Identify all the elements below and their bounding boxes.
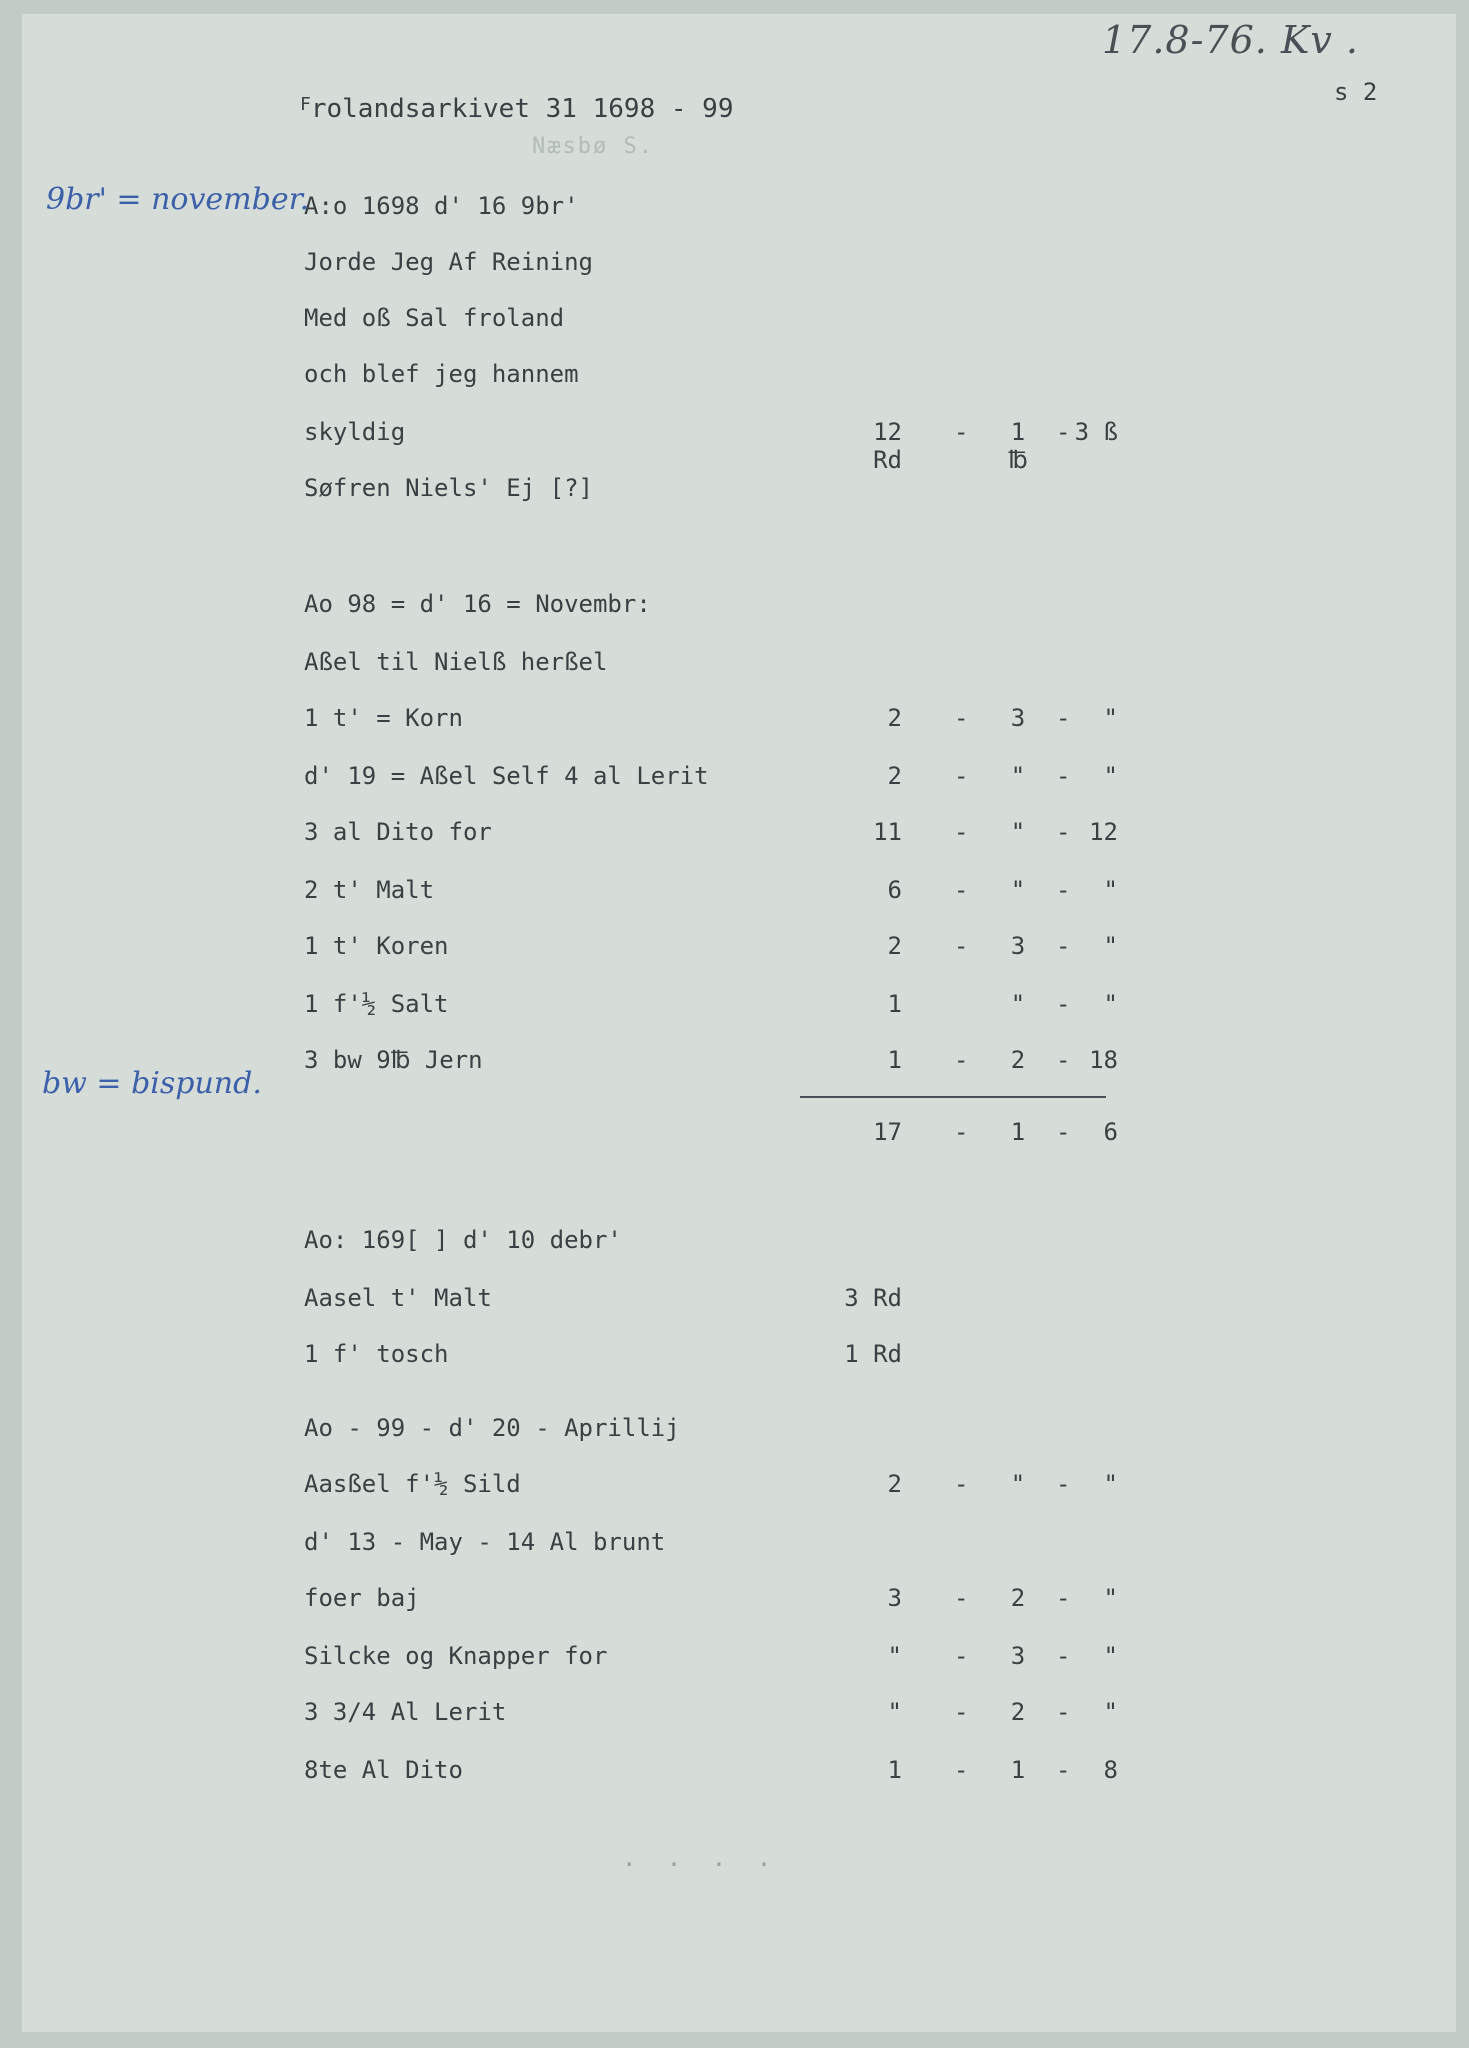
amount-dash: - bbox=[954, 1118, 969, 1146]
amount-dash: - bbox=[1056, 1642, 1071, 1670]
ledger-entry-text: Silcke og Knapper for bbox=[304, 1642, 608, 1670]
amount-rigsdaler: 3 bbox=[887, 1584, 902, 1612]
ledger-entry-text: 1 f'½ Salt bbox=[304, 990, 449, 1018]
amount-rigsdaler: 1 Rd bbox=[844, 1340, 902, 1368]
ledger-row bbox=[22, 704, 1456, 738]
ledger-row bbox=[22, 1698, 1456, 1732]
amount-dash: - bbox=[954, 1698, 969, 1726]
ledger-entry-text: foer baj bbox=[304, 1584, 420, 1612]
sum-line bbox=[800, 1096, 1106, 1098]
margin-note-november: 9br' = november. bbox=[46, 182, 310, 217]
ledger-row bbox=[22, 192, 1456, 226]
ledger-row bbox=[22, 932, 1456, 966]
ledger-row bbox=[22, 990, 1456, 1024]
ledger-row bbox=[22, 590, 1456, 624]
ledger-row bbox=[22, 248, 1456, 282]
amount-mark: " bbox=[1010, 1470, 1026, 1498]
amount-rigsdaler: 11 bbox=[873, 818, 902, 846]
amount-rigsdaler: 17 bbox=[873, 1118, 902, 1146]
amount-skilling: " bbox=[1103, 1584, 1118, 1612]
amount-dash: - bbox=[1056, 1756, 1071, 1784]
ledger-entry-text: 2 t' Malt bbox=[304, 876, 435, 904]
ledger-row bbox=[22, 1528, 1456, 1562]
ledger-entry-text: 8te Al Dito bbox=[304, 1756, 463, 1784]
amount-skilling: 18 bbox=[1089, 1046, 1118, 1074]
ledger-row bbox=[22, 762, 1456, 796]
amount-rigsdaler: " bbox=[887, 1698, 902, 1726]
amount-mark: 1 bbox=[1010, 1756, 1026, 1784]
faint-stamp-text: Næsbø S. bbox=[532, 134, 654, 159]
amount-rigsdaler: 1 bbox=[887, 990, 902, 1018]
amount-dash: - bbox=[1056, 1698, 1071, 1726]
ledger-entry-text: Jorde Jeg Af Reining bbox=[304, 248, 593, 276]
amount-dash: - bbox=[954, 1756, 969, 1784]
amount-mark: 3 bbox=[1010, 1642, 1026, 1670]
amount-skilling: " bbox=[1103, 704, 1118, 732]
amount-rigsdaler: 12 Rd bbox=[873, 418, 902, 474]
ledger-entry-text: Aßel til Nielß herßel bbox=[304, 648, 608, 676]
ledger-entry-text: d' 13 - May - 14 Al brunt bbox=[304, 1528, 666, 1556]
ledger-row bbox=[22, 1642, 1456, 1676]
amount-dash: - bbox=[954, 1642, 969, 1670]
ledger-entry-text: Søfren Niels' Ej [?] bbox=[304, 474, 593, 502]
amount-skilling: " bbox=[1103, 932, 1118, 960]
amount-rigsdaler: 2 bbox=[887, 932, 902, 960]
amount-skilling: " bbox=[1103, 1698, 1118, 1726]
amount-dash: - bbox=[954, 1046, 969, 1074]
amount-mark: 3 bbox=[1010, 932, 1026, 960]
ledger-row bbox=[22, 1584, 1456, 1618]
amount-mark: 1 ℔ bbox=[1008, 418, 1028, 474]
ledger-entry-text: 1 f' tosch bbox=[304, 1340, 449, 1368]
ledger-row bbox=[22, 876, 1456, 910]
ledger-row bbox=[22, 1118, 1456, 1152]
ledger-entry-text: d' 19 = Aßel Self 4 al Lerit bbox=[304, 762, 709, 790]
title-text: rolandsarkivet 31 1698 - 99 bbox=[310, 94, 734, 124]
ledger-entry-text: Aasel t' Malt bbox=[304, 1284, 492, 1312]
margin-note-bispund: bw = bispund. bbox=[42, 1066, 262, 1101]
ledger-row bbox=[22, 818, 1456, 852]
faint-dots: . . . . bbox=[622, 1844, 780, 1872]
amount-dash: - bbox=[1056, 1584, 1071, 1612]
amount-skilling: " bbox=[1103, 990, 1118, 1018]
amount-skilling: 6 bbox=[1103, 1118, 1118, 1146]
amount-mark: 1 bbox=[1010, 1118, 1026, 1146]
amount-dash: - bbox=[954, 762, 969, 790]
ledger-entry-text: Ao 98 = d' 16 = Novembr: bbox=[304, 590, 651, 618]
amount-dash: - bbox=[1056, 1118, 1071, 1146]
amount-dash: - bbox=[954, 818, 969, 846]
amount-rigsdaler: 6 bbox=[887, 876, 902, 904]
ledger-row bbox=[22, 1284, 1456, 1318]
amount-dash: - bbox=[954, 1584, 969, 1612]
ledger-entry-text: 1 t' Koren bbox=[304, 932, 449, 960]
amount-mark: " bbox=[1010, 990, 1026, 1018]
amount-skilling: " bbox=[1103, 1470, 1118, 1498]
page-number: s 2 bbox=[1334, 78, 1378, 106]
amount-mark: 3 bbox=[1010, 704, 1026, 732]
amount-skilling: 8 bbox=[1103, 1756, 1118, 1784]
ledger-row bbox=[22, 1340, 1456, 1374]
amount-dash: - bbox=[954, 704, 969, 732]
amount-dash: - bbox=[1056, 876, 1071, 904]
amount-dash: - bbox=[954, 1470, 969, 1498]
amount-rigsdaler: 2 bbox=[887, 762, 902, 790]
amount-skilling: " bbox=[1103, 762, 1118, 790]
ledger-entry-text: 3 bw 9℔ Jern bbox=[304, 1046, 483, 1074]
ledger-row bbox=[22, 1226, 1456, 1260]
handwritten-date: 17.8-76. Kv . bbox=[1102, 18, 1359, 62]
amount-mark: " bbox=[1010, 876, 1026, 904]
ledger-entry-text: 3 3/4 Al Lerit bbox=[304, 1698, 507, 1726]
ledger-row bbox=[22, 418, 1456, 474]
amount-dash: - bbox=[1056, 1046, 1071, 1074]
amount-dash: - bbox=[954, 876, 969, 904]
ledger-entry-text: Med oß Sal froland bbox=[304, 304, 565, 332]
amount-dash: - bbox=[1056, 418, 1071, 446]
amount-skilling: " bbox=[1103, 876, 1118, 904]
amount-skilling: 3 ß bbox=[1074, 418, 1118, 446]
amount-dash: - bbox=[1056, 1470, 1071, 1498]
ledger-row bbox=[22, 1756, 1456, 1790]
amount-dash: - bbox=[1056, 932, 1071, 960]
ledger-row bbox=[22, 304, 1456, 338]
ledger-entry-text: 3 al Dito for bbox=[304, 818, 492, 846]
document-title bbox=[300, 94, 733, 124]
ledger-entry-text: Ao: 169[ ] d' 10 debr' bbox=[304, 1226, 622, 1254]
title-initial: F bbox=[300, 94, 311, 115]
ledger-row bbox=[22, 1414, 1456, 1448]
amount-skilling: 12 bbox=[1089, 818, 1118, 846]
amount-dash: - bbox=[954, 418, 969, 446]
ledger-row bbox=[22, 360, 1456, 394]
amount-dash: - bbox=[954, 932, 969, 960]
amount-mark: 2 bbox=[1010, 1698, 1026, 1726]
ledger-entry-text: A:o 1698 d' 16 9br' bbox=[304, 192, 579, 220]
ledger-entry-text: Ao - 99 - d' 20 - Aprillij bbox=[304, 1414, 680, 1442]
amount-rigsdaler: 1 bbox=[887, 1046, 902, 1074]
ledger-row bbox=[22, 1470, 1456, 1504]
ledger-row bbox=[22, 1046, 1456, 1080]
ledger-entry-text: 1 t' = Korn bbox=[304, 704, 463, 732]
amount-dash: - bbox=[1056, 762, 1071, 790]
amount-mark: 2 bbox=[1010, 1046, 1026, 1074]
amount-mark: " bbox=[1010, 818, 1026, 846]
ledger-entry-text: skyldig bbox=[304, 418, 406, 446]
amount-rigsdaler: 2 bbox=[887, 704, 902, 732]
amount-rigsdaler: 2 bbox=[887, 1470, 902, 1498]
ledger-row bbox=[22, 474, 1456, 508]
ledger-entry-text: och blef jeg hannem bbox=[304, 360, 579, 388]
ledger-entry-text: Aasßel f'½ Sild bbox=[304, 1470, 521, 1498]
amount-mark: " bbox=[1010, 762, 1026, 790]
amount-rigsdaler: 1 bbox=[887, 1756, 902, 1784]
amount-mark: 2 bbox=[1010, 1584, 1026, 1612]
amount-rigsdaler: 3 Rd bbox=[844, 1284, 902, 1312]
document-page bbox=[22, 14, 1456, 2032]
amount-dash: - bbox=[1056, 704, 1071, 732]
amount-rigsdaler: " bbox=[887, 1642, 902, 1670]
amount-dash: - bbox=[1056, 990, 1071, 1018]
amount-skilling: " bbox=[1103, 1642, 1118, 1670]
ledger-row bbox=[22, 648, 1456, 682]
amount-dash: - bbox=[1056, 818, 1071, 846]
